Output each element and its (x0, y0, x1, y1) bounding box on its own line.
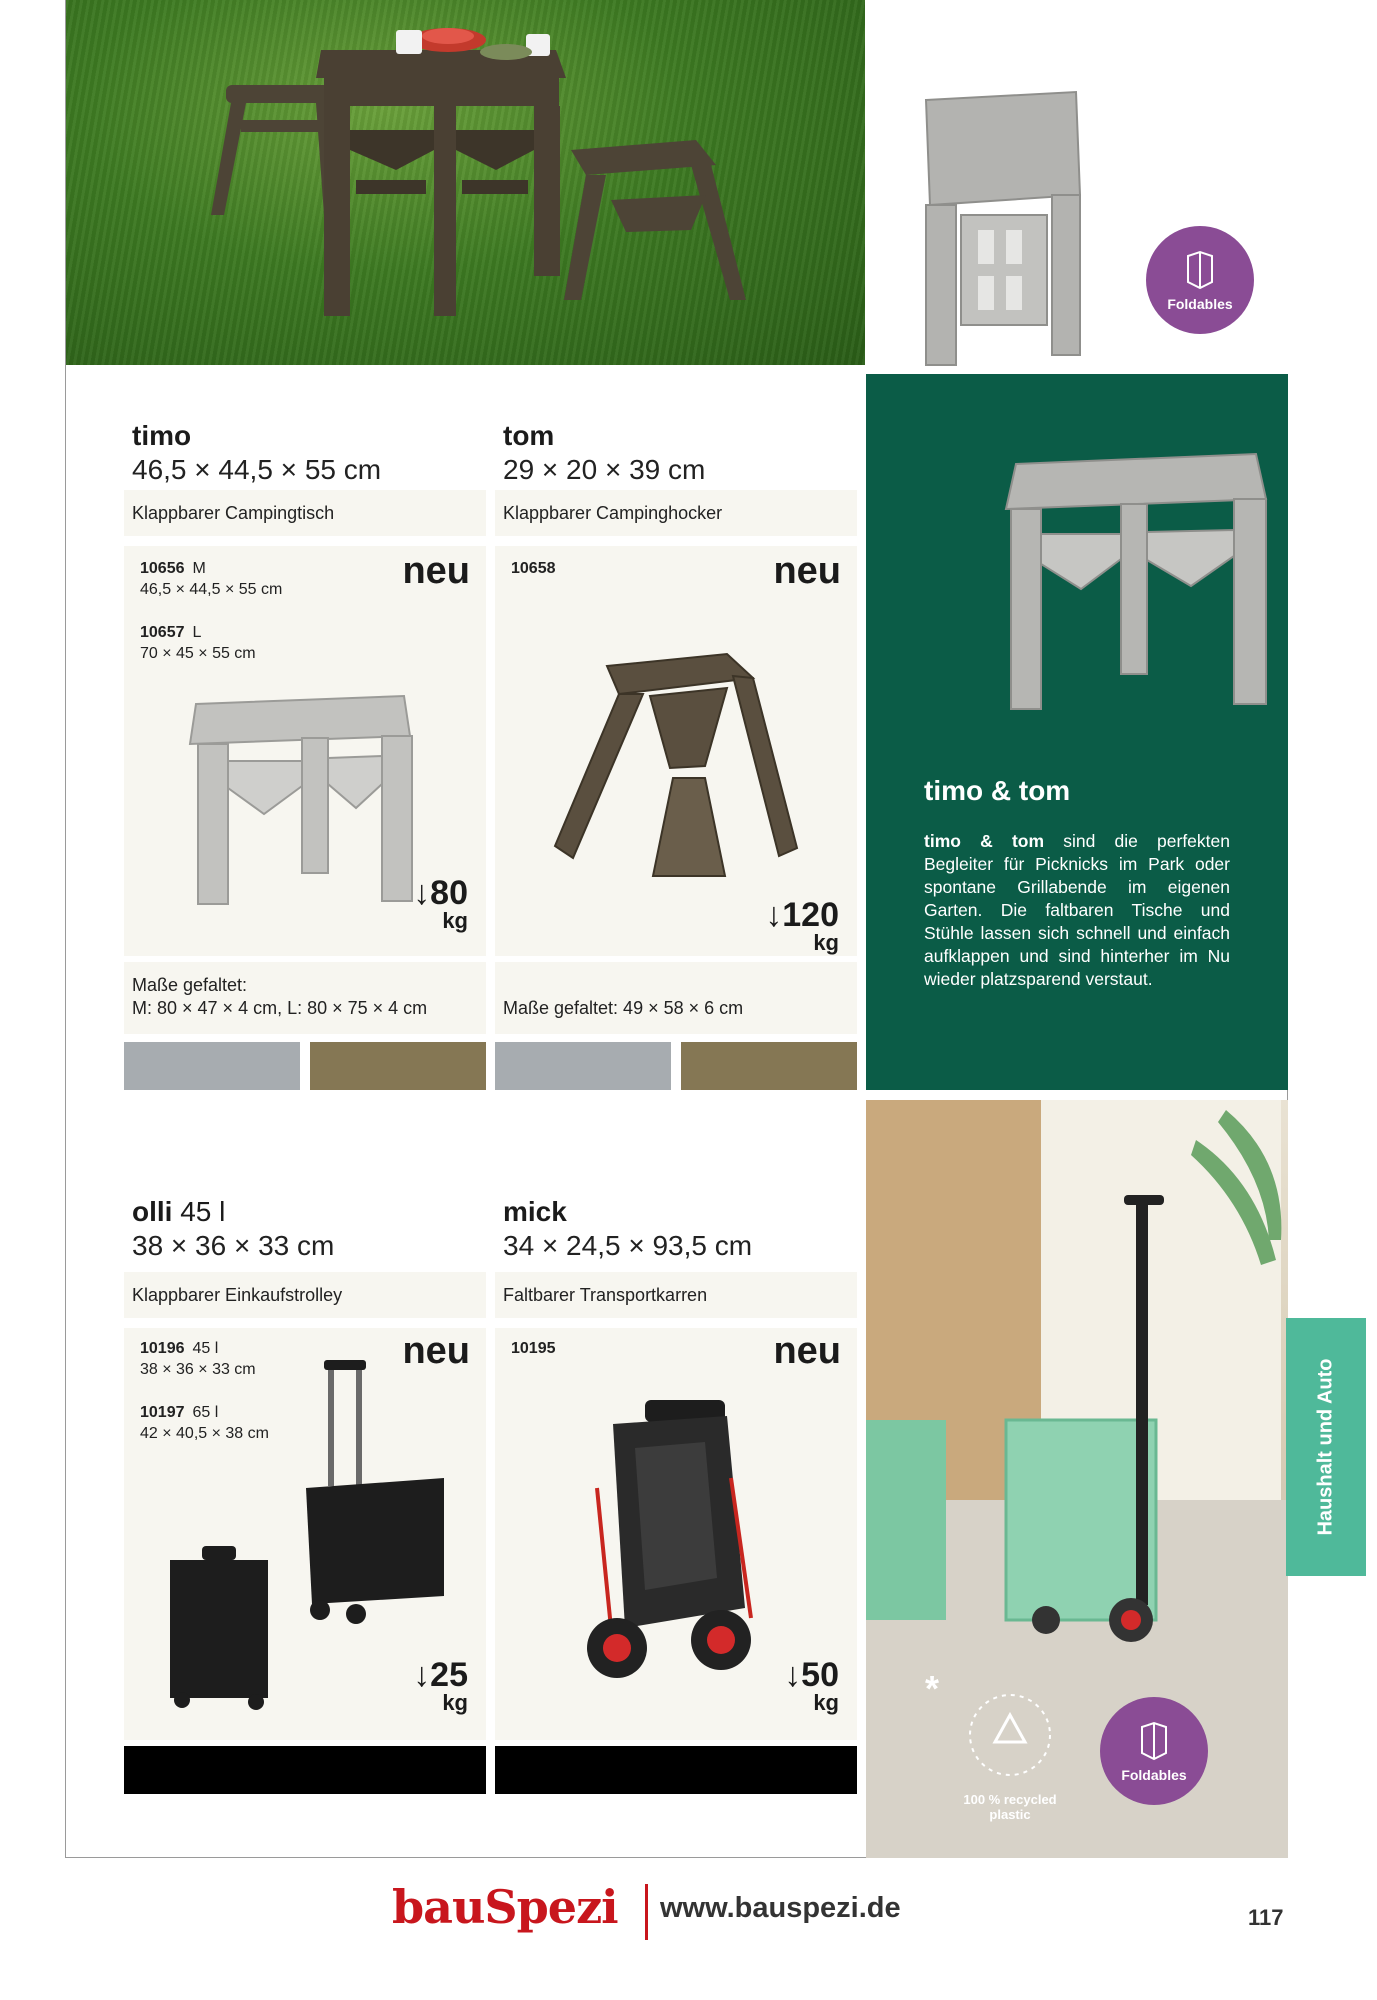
tom-article-1 (511, 558, 564, 579)
timo-dims: 46,5 × 44,5 × 55 cm (132, 454, 382, 485)
foldables-label: Foldables (1167, 296, 1233, 312)
asterisk-mark: * (925, 1668, 940, 1709)
color-swatch-brown[interactable] (310, 1042, 486, 1090)
mick-article-1 (511, 1338, 564, 1359)
mick-desc: Faltbarer Transportkarren (495, 1272, 857, 1318)
foldables-badge-2 (1100, 1697, 1208, 1805)
feature-body-text: sind die perfekten Begleiter für Picknicks im Park oder spontane Grillabende im eigenen Garten. Die faltbaren Tische und Stühle lassen sich schnell und einfach aufklappen und sind hinterher im Nu wieder platzsparend verstaut. (924, 831, 1230, 989)
tom-folded (495, 962, 857, 1034)
picnic-photo (66, 0, 865, 365)
bauspezi-logo: bauSpezi (392, 1880, 618, 1934)
timo-folded (124, 962, 486, 1034)
article-nr: 10195 (511, 1340, 556, 1357)
article-dims: 46,5 × 44,5 × 55 cm (140, 581, 283, 598)
article-size: 65 l (192, 1404, 219, 1421)
load-capacity: ↓120 (765, 896, 839, 934)
foldables-label: Foldables (1121, 1767, 1187, 1783)
tom-card (495, 546, 857, 956)
tom-load (765, 898, 839, 954)
mick-dims: 34 × 24,5 × 93,5 cm (503, 1230, 753, 1261)
category-side-tab[interactable] (1286, 1318, 1366, 1576)
load-capacity: ↓80 (413, 874, 468, 912)
article-dims: 38 × 36 × 33 cm (140, 1361, 256, 1378)
foldables-badge (1146, 226, 1254, 334)
page-number: 117 (1248, 1905, 1284, 1930)
olli-name: olli 45 l (132, 1196, 226, 1227)
olli-article-1 (140, 1338, 256, 1380)
load-unit: kg (442, 1690, 468, 1715)
recycled-plastic-badge (955, 1680, 1065, 1790)
folding-box-icon (1178, 248, 1222, 292)
website-link[interactable]: www.bauspezi.de (660, 1892, 901, 1924)
trolley-photo (866, 1100, 1288, 1858)
footer-divider (645, 1884, 648, 1940)
olli-load (413, 1658, 468, 1714)
article-nr: 10658 (511, 560, 556, 577)
mick-load (784, 1658, 839, 1714)
timo-article-1 (140, 558, 282, 600)
mick-name: mick (503, 1196, 567, 1227)
article-nr: 10657 (140, 624, 185, 641)
color-swatch-brown[interactable] (681, 1042, 857, 1090)
timo-name: timo (132, 420, 192, 451)
article-size: M (192, 560, 206, 577)
feature-body (924, 830, 1230, 991)
article-dims: 42 × 40,5 × 38 cm (140, 1425, 269, 1442)
mick-card (495, 1328, 857, 1740)
tom-dims: 29 × 20 × 39 cm (503, 454, 706, 485)
article-size: L (192, 624, 202, 641)
load-capacity: ↓25 (413, 1656, 468, 1694)
color-swatch-grey[interactable] (124, 1042, 300, 1090)
folding-box-icon (1132, 1719, 1176, 1763)
recycled-plastic-label: 100 % recycled plastic (963, 1792, 1057, 1822)
tom-product-image (495, 546, 857, 956)
olli-article-2 (140, 1402, 269, 1444)
timo-article-2 (140, 622, 256, 664)
article-dims: 70 × 45 × 55 cm (140, 645, 256, 662)
article-nr: 10656 (140, 560, 185, 577)
tom-folded-l1: Maße gefaltet: 49 × 58 × 6 cm (503, 998, 744, 1018)
color-swatch-black[interactable] (495, 1746, 857, 1794)
timo-load (413, 876, 468, 932)
timo-folded-l2: M: 80 × 47 × 4 cm, L: 80 × 75 × 4 cm (132, 998, 428, 1018)
category-label: Haushalt und Auto (1314, 1358, 1337, 1536)
article-nr: 10196 (140, 1340, 185, 1357)
olli-volume: 45 l (180, 1196, 226, 1227)
tom-new-label: neu (773, 550, 841, 592)
timo-desc: Klappbarer Campingtisch (124, 490, 486, 536)
mick-new-label: neu (773, 1330, 841, 1372)
tom-name: tom (503, 420, 555, 451)
article-nr: 10197 (140, 1404, 185, 1421)
load-capacity: ↓50 (784, 1656, 839, 1694)
timo-new-label: neu (402, 550, 470, 592)
tom-desc: Klappbarer Campinghocker (495, 490, 857, 536)
feature-body-bold: timo & tom (924, 831, 1045, 851)
olli-card (124, 1328, 486, 1740)
timo-card (124, 546, 486, 956)
timo-folded-l1: Maße gefaltet: (132, 975, 248, 995)
article-size: 45 l (192, 1340, 219, 1357)
color-swatch-black[interactable] (124, 1746, 486, 1794)
load-unit: kg (813, 1690, 839, 1715)
olli-desc: Klappbarer Einkaufstrolley (124, 1272, 486, 1318)
color-swatch-grey[interactable] (495, 1042, 671, 1090)
feature-title: timo & tom (924, 775, 1071, 806)
load-unit: kg (442, 908, 468, 933)
olli-new-label: neu (402, 1330, 470, 1372)
olli-dims: 38 × 36 × 33 cm (132, 1230, 335, 1261)
load-unit: kg (813, 930, 839, 955)
